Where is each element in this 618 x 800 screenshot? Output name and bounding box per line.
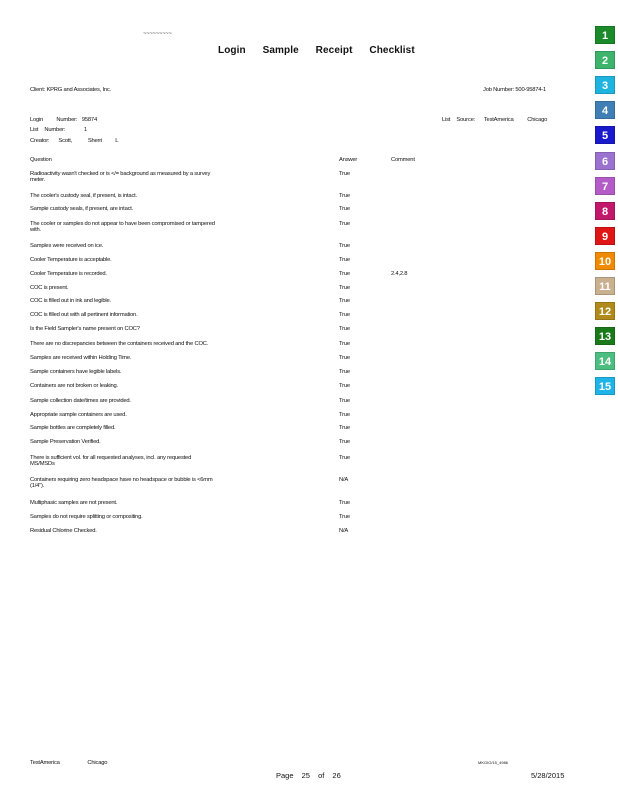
footer-company (30, 760, 107, 766)
answer-value: True (339, 221, 350, 227)
list-source-city: Chicago (527, 117, 548, 123)
question-header: Question (30, 157, 52, 163)
answer-value: True (339, 257, 350, 263)
creator-first: Sherri (87, 138, 103, 144)
creator-label: Creator: (30, 138, 50, 144)
nav-page-3[interactable]: 3 (595, 76, 615, 94)
list-number: 1 (83, 127, 87, 133)
question-text: Samples were received on ice. (30, 243, 104, 249)
answer-value: True (339, 383, 350, 389)
title-word: Sample (262, 45, 299, 56)
answer-value: True (339, 341, 350, 347)
list-number-label: Number: (44, 127, 66, 133)
question-text: Cooler Temperature is recorded. (30, 271, 107, 277)
number-label: Number: (56, 117, 78, 123)
answer-value: True (339, 439, 350, 445)
nav-page-15[interactable]: 15 (595, 377, 615, 395)
question-text: COC is filled out with all pertinent information. (30, 312, 138, 318)
answer-value: True (339, 355, 350, 361)
page-current: 25 (301, 771, 310, 780)
page-number (276, 771, 347, 780)
question-text: Sample containers have legible labels. (30, 369, 122, 375)
list-label: List (30, 127, 39, 133)
nav-page-8[interactable]: 8 (595, 202, 615, 220)
question-text: Sample collection date/times are provided. (30, 398, 131, 404)
list-source-label: List (442, 117, 451, 123)
login-number-row (30, 117, 97, 123)
answer-value: True (339, 171, 350, 177)
nav-page-6[interactable]: 6 (595, 152, 615, 170)
comment-header: Comment (391, 157, 415, 163)
answer-value: True (339, 425, 350, 431)
question-text: Samples do not require splitting or compositing. (30, 514, 143, 520)
page-label: Page (276, 771, 294, 780)
question-text: Appropriate sample containers are used. (30, 412, 127, 418)
login-number: 95874 (81, 117, 97, 123)
title-word: Checklist (369, 45, 415, 56)
title-word: Receipt (315, 45, 353, 56)
answer-value: True (339, 243, 350, 249)
page-of: of (318, 771, 325, 780)
footer-mark: MKGIO/15_4986 (478, 760, 509, 765)
answer-value: True (339, 298, 350, 304)
question-text: Residual Chlorine Checked. (30, 528, 97, 534)
answer-value: True (339, 398, 350, 404)
header-mark: ~~~~~~~~~ (143, 31, 172, 37)
nav-page-14[interactable]: 14 (595, 352, 615, 370)
question-text: The cooler or samples do not appear to have been compromised or tampered with. (30, 221, 215, 234)
title-word: Login (218, 45, 246, 56)
question-text: There is sufficient vol. for all requested analyses, incl. any requested MS/MSDs (30, 455, 192, 468)
nav-page-7[interactable]: 7 (595, 177, 615, 195)
question-text: COC is filled out in ink and legible. (30, 298, 111, 304)
question-text: Radioactivity wasn't checked or is </= background as measured by a survey meter. (30, 171, 211, 184)
creator-row (30, 138, 118, 144)
answer-value: True (339, 514, 350, 520)
question-text: Sample custody seals, if present, are intact. (30, 206, 134, 212)
question-text: COC is present. (30, 285, 69, 291)
comment-value: 2.4,2.8 (391, 271, 408, 277)
question-text: Containers requiring zero headspace have no headspace or bubble is <6mm (1/4"). (30, 477, 213, 490)
answer-header: Answer (339, 157, 358, 163)
answer-value: True (339, 312, 350, 318)
job-number: Job Number: 500-95874-1 (483, 87, 547, 93)
answer-value: True (339, 500, 350, 506)
client-name: Client: KPRG and Associates, Inc. (30, 87, 112, 93)
question-text: Sample bottles are completely filled. (30, 425, 116, 431)
nav-page-2[interactable]: 2 (595, 51, 615, 69)
footer-city: Chicago (87, 760, 108, 766)
footer-company-name: TestAmerica (30, 760, 60, 766)
creator-last: Scott, (58, 138, 73, 144)
question-text: Containers are not broken or leaking. (30, 383, 118, 389)
nav-page-5[interactable]: 5 (595, 126, 615, 144)
answer-value: True (339, 412, 350, 418)
nav-page-9[interactable]: 9 (595, 227, 615, 245)
nav-page-4[interactable]: 4 (595, 101, 615, 119)
page-title (218, 45, 429, 56)
footer-date: 5/28/2015 (531, 771, 565, 780)
nav-page-1[interactable]: 1 (595, 26, 615, 44)
answer-value: True (339, 455, 350, 461)
login-label: Login (30, 117, 44, 123)
page-total: 26 (332, 771, 341, 780)
list-number-row (30, 127, 87, 133)
answer-value: True (339, 369, 350, 375)
answer-value: N/A (339, 528, 349, 534)
answer-value: True (339, 193, 350, 199)
answer-value: N/A (339, 477, 349, 483)
answer-value: True (339, 271, 350, 277)
question-text: Is the Field Sampler's name present on COC? (30, 326, 140, 332)
creator-initial: L (115, 138, 119, 144)
question-text: Cooler Temperature is acceptable. (30, 257, 112, 263)
nav-page-11[interactable]: 11 (595, 277, 615, 295)
question-text: Multiphasic samples are not present. (30, 500, 118, 506)
nav-page-10[interactable]: 10 (595, 252, 615, 270)
question-text: The cooler's custody seal, if present, is intact. (30, 193, 137, 199)
answer-value: True (339, 206, 350, 212)
question-text: Sample Preservation Verified. (30, 439, 101, 445)
list-source-label: Source: (456, 117, 475, 123)
question-text: Samples are received within Holding Time. (30, 355, 132, 361)
question-text: There are no discrepancies between the containers received and the COC. (30, 341, 209, 347)
list-source-value: TestAmerica (483, 117, 514, 123)
nav-page-13[interactable]: 13 (595, 327, 615, 345)
answer-value: True (339, 326, 350, 332)
answer-value: True (339, 285, 350, 291)
list-source (442, 117, 547, 123)
nav-page-12[interactable]: 12 (595, 302, 615, 320)
